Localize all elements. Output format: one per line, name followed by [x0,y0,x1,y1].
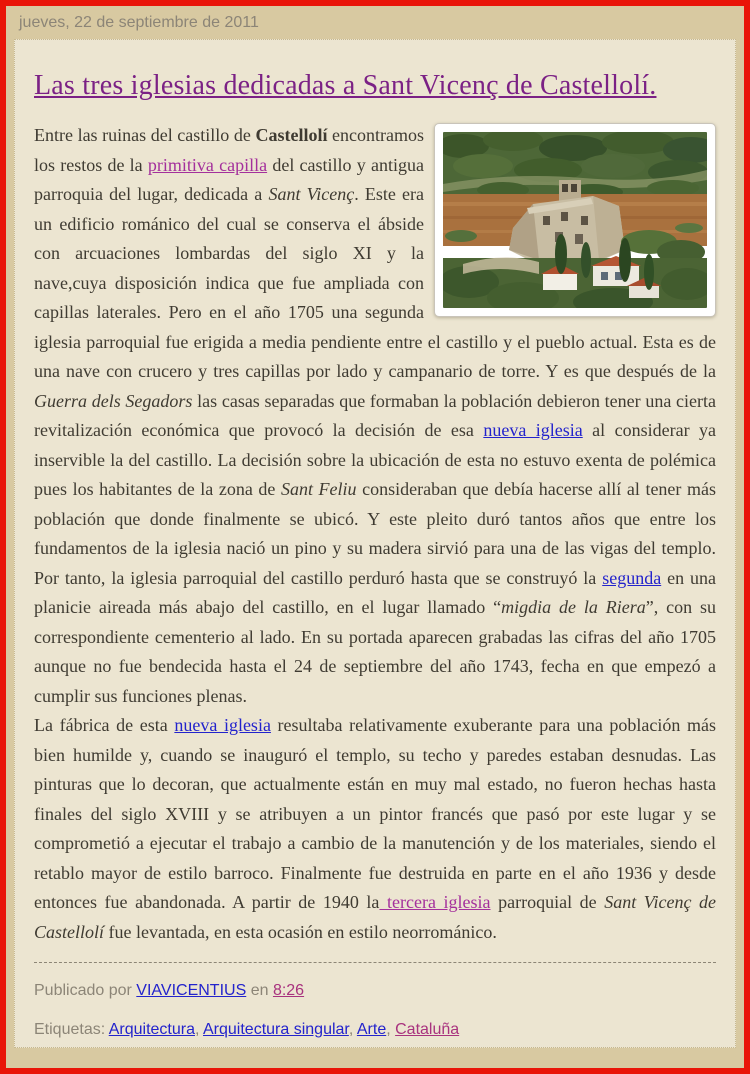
text-run: migdia de la Riera [501,597,646,617]
post-card [14,39,736,1048]
text-run: , [386,1020,396,1038]
post-byline [34,976,716,1006]
text-run: Guerra dels Segadors [34,390,193,411]
link-tercera-iglesia[interactable]: tercera iglesia [379,892,491,912]
text-run: al considerar ya inservible la del castillo. La decisión sobre la ubicación de esta no estuvo exenta de polémica pues los habitantes de la zona de [34,420,716,499]
post-title-link[interactable]: Las tres iglesias dedicadas a Sant Vicenç de Castellolí. [34,70,657,101]
text-run: en [246,982,273,999]
text-run: resultaba relativamente exuberante para una población más bien humilde y, cuando se inauguró el templo, su techo y paredes estaban desnudas. Las pinturas que lo decoran, que actualmente están en muy mal estado, no fueron hechas hasta finales del siglo XVIII y se atribuyen a un pintor francés que pasó por este lugar y se comprometió a ejecutar el trabajo a cambio de la manutención y de los materiales, siendo el retablo mayor de estilo barroco. Finalmente fue destruida en parte en el año 1936 y desde entonces fue abandonada. A partir de 1940 la [34,715,716,912]
post-title [34,66,716,105]
photo-illustration [443,132,707,308]
text-run: Castellolí [255,125,328,145]
text-run: encontramos los restos de la [34,125,425,175]
label-arquitectura-singular[interactable]: Arquitectura singular [203,1020,349,1038]
text-run: Sant Vicenç de Castellolí [34,892,717,942]
post-footer [34,962,716,1044]
label-arte[interactable]: Arte [356,1020,387,1038]
post-date: jueves, 22 de septiembre de 2011 [19,14,259,31]
text-run: consideraban que debía hacerse allí al tener más población que donde finalmente se ubicó. Y este pleito duró tantos años que entre los fundamentos de la iglesia nació un pino y su madera sirvió para una de las vigas del templo. Por tanto, la iglesia parroquial del castillo perduró hasta que se construyó la [34,479,716,588]
text-run: en una planicie aireada más abajo del castillo, en el lugar llamado “ [34,567,717,617]
text-run: las casas separadas que formaban la población debieron tener una cierta revitalización económica que provocó la decisión de esa [34,390,716,440]
link-nueva-iglesia-1[interactable]: nueva iglesia [483,420,583,440]
text-run: Sant Feliu [280,479,357,499]
castle-aerial-photo[interactable] [434,123,716,317]
post-labels [34,1015,716,1045]
text-run: ”, con su correspondiente cementerio al lado. En su portada aparecen grabadas las cifras del año 1705 aunque no fue bendecida hasta el 24 de septiembre del año 1743, fecha en que empezó a cumplir sus funciones plenas. [34,597,717,706]
post-body [34,121,716,1044]
link-nueva-iglesia-2[interactable]: nueva iglesia [174,715,271,735]
label-arquitectura[interactable]: Arquitectura [108,1020,195,1038]
text-run: . Este era un edificio románico del cual se conserva el ábside con arcuaciones lombardas del siglo XI y la nave,cuya disposición indica que fue ampliada con capillas laterales. Pero en el año 1705 una segunda iglesia parroquial fue erigida a media pendiente entre el castillo y el pueblo actual. Esta es de una nave con crucero y tres capillas por lado y campanario de torre. Y es que después de la [34,184,716,381]
text-run: fue levantada, en esta ocasión en estilo neorrománico. [104,921,497,942]
text-run: del castillo y antigua parroquia del lugar, dedicada a [34,154,424,204]
text-run: , [348,1020,357,1038]
link-author-viavicentius[interactable]: VIAVICENTIUS [136,982,247,999]
text-run: Publicado por [34,982,137,999]
text-run: La fábrica de esta [34,715,175,735]
text-run: , [194,1020,203,1038]
text-run: Entre las ruinas del castillo de [34,125,256,145]
link-timestamp[interactable]: 8:26 [272,982,305,999]
text-run: Etiquetas: [34,1020,109,1038]
post-paragraph-2 [34,711,716,947]
label-cataluna[interactable]: Cataluña [395,1020,460,1038]
text-run: Sant Vicenç [268,184,355,204]
text-run: parroquial de [490,892,605,912]
link-primitiva-capilla[interactable]: primitiva capilla [147,154,268,175]
link-segunda[interactable]: segunda [602,567,662,588]
